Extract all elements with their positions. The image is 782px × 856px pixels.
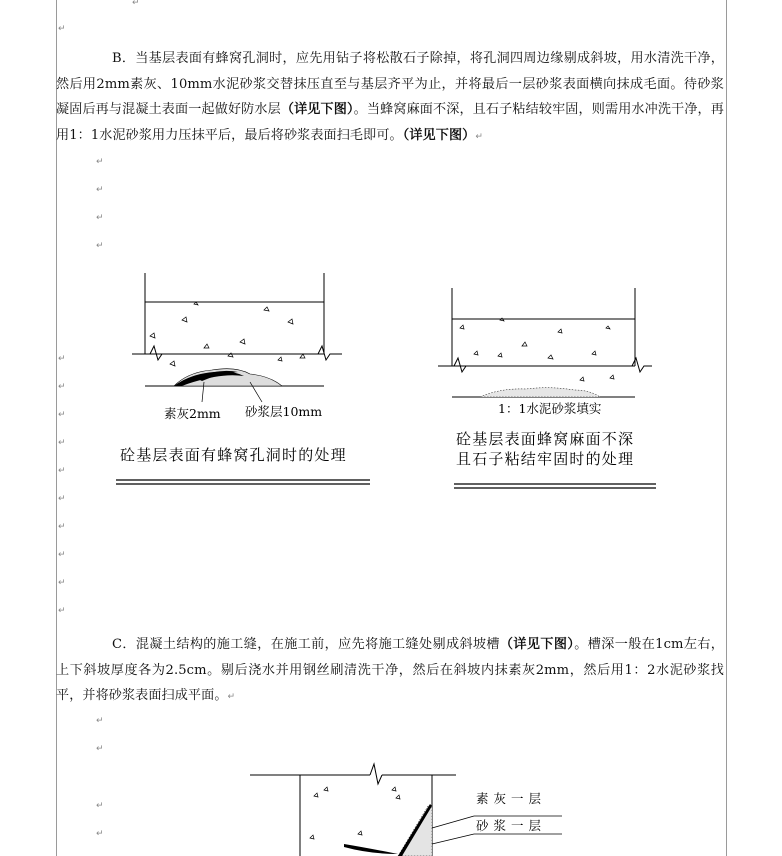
paragraph-c-see-figure: （详见下图）	[499, 637, 575, 652]
figure-break-mark	[132, 346, 162, 360]
label-mortar-layer: 砂浆一层	[476, 818, 547, 833]
paragraph-mark: ↵	[96, 744, 104, 754]
paragraph-mark: ↵	[58, 382, 66, 392]
figure-shallow-honeycomb	[430, 284, 670, 494]
paragraph-mark: ↵	[58, 354, 66, 364]
paragraph-mark: ↵	[58, 410, 66, 420]
paragraph-mark: ↵	[96, 213, 104, 223]
paragraph-mark: ↵	[58, 494, 66, 504]
paragraph-mark: ↵	[58, 578, 66, 588]
honeycomb-fill	[174, 369, 282, 386]
label-sulhui-2mm: 素灰2mm	[164, 406, 221, 421]
paragraph-mark: ↵	[58, 24, 66, 34]
paragraph-b	[56, 46, 724, 150]
paragraph-c-text-2: 。槽深一般在1cm左右，上下斜坡厚度各为2.5cm。剔后浇水并用钢丝刷清洗干净，然后在斜坡内抹素灰2mm，然后用1：2水泥砂浆找平，并将砂浆表面扫成平面。	[56, 637, 725, 703]
paragraph-mark: ↵	[58, 522, 66, 532]
caption-left: 砼基层表面有蜂窝孔洞时的处理	[120, 446, 347, 464]
label-sulhui-layer: 素灰一层	[476, 791, 547, 806]
paragraph-b-see-figure-1: （详见下图）	[280, 102, 354, 117]
paragraph-mark: ↵	[96, 829, 104, 839]
paragraph-mark: ↵	[475, 131, 483, 142]
aggregate-marks	[460, 318, 614, 381]
caption-right-line-1: 砼基层表面蜂窝麻面不深	[456, 430, 635, 448]
paragraph-mark: ↵	[96, 241, 104, 251]
paragraph-mark: ↵	[96, 157, 104, 167]
figure-honeycomb-hole	[110, 270, 380, 495]
paragraph-mark: ↵	[227, 692, 236, 702]
caption-right-line-2: 且石子粘结牢固时的处理	[456, 450, 635, 468]
label-mortar-fill: 1：1水泥砂浆填实	[498, 401, 602, 416]
paragraph-mark: ↵	[96, 801, 104, 811]
leader-line	[432, 834, 474, 844]
paragraph-c-prefix: C．	[112, 637, 136, 652]
paragraph-c	[56, 632, 724, 711]
paragraph-b-text-2: 。当蜂窝麻面不深，且石子粘结较牢固，则需用水冲洗干净，再用1：1水泥砂浆用力压抹平后，最后将砂浆表面扫毛即可。	[56, 102, 724, 143]
paragraph-mark: ↵	[58, 466, 66, 476]
aggregate-marks	[150, 302, 305, 366]
paragraph-mark: ↵	[132, 0, 140, 8]
label-mortar-10mm: 砂浆层10mm	[245, 404, 323, 419]
paragraph-mark: ↵	[58, 606, 66, 616]
paragraph-mark: ↵	[96, 185, 104, 195]
paragraph-mark: ↵	[96, 716, 104, 726]
paragraph-mark: ↵	[58, 438, 66, 448]
figure-break-mark	[304, 346, 342, 360]
figure-construction-joint	[248, 762, 588, 856]
paragraph-b-prefix: B．	[112, 51, 136, 66]
slope-fill	[344, 844, 398, 854]
mortar-fill	[480, 388, 600, 397]
paragraph-mark: ↵	[58, 550, 66, 560]
page-margin-right	[726, 0, 727, 856]
paragraph-c-text-1: 混凝土结构的施工缝，在施工前，应先将施工缝处剔成斜坡槽	[135, 637, 500, 652]
paragraph-b-see-figure-2: （详见下图）	[402, 127, 476, 143]
paragraph-b-text-1: 当基层表面有蜂窝孔洞时，应先用钻子将松散石子除掉，将孔洞四周边缘剔成斜坡，用水清洗干净，然后用2mm素灰、10mm水泥砂浆交替抹压直至与基层齐平为止，并将最后一层砂浆表面横向抹成毛面。待砂浆凝固后再与混凝土表面一起做好防水层	[56, 51, 724, 117]
aggregate-marks	[310, 787, 400, 839]
figure-break-mark	[370, 764, 382, 784]
leader-line	[432, 816, 474, 828]
